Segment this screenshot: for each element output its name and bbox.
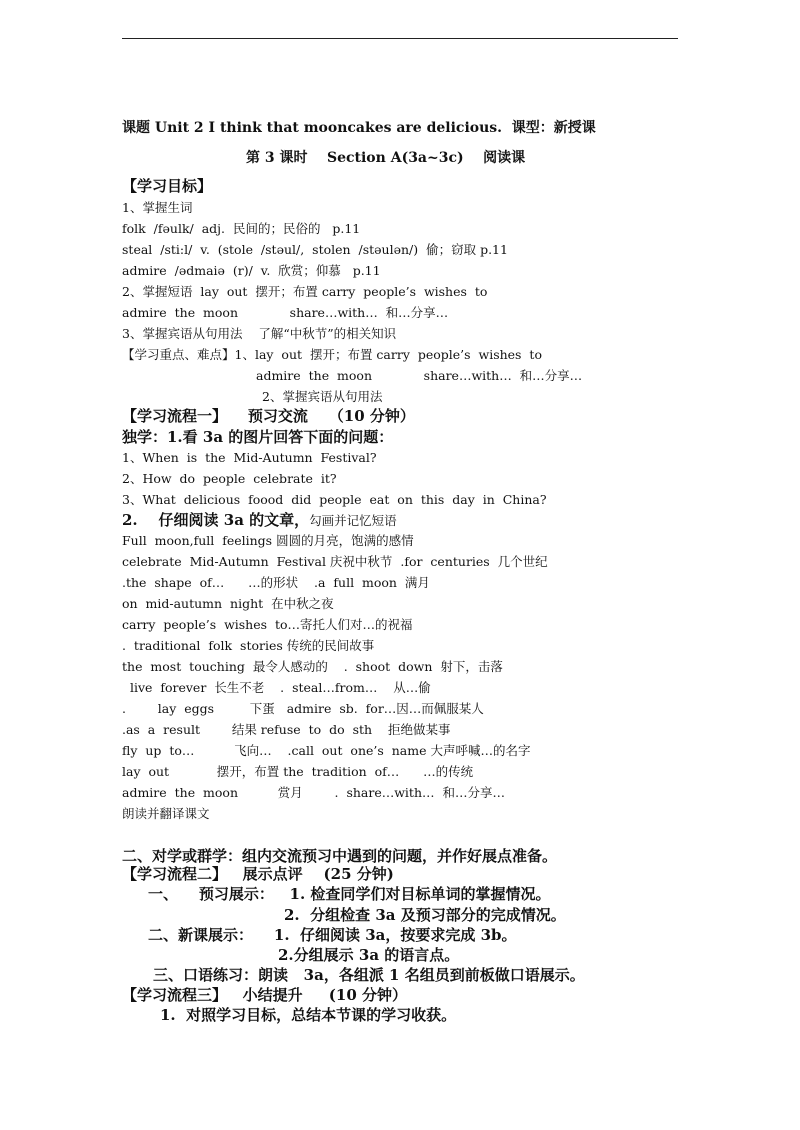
key-points-line: 2、掌握宾语从句用法 [262,389,383,404]
flow3-line: 1. 对照学习目标，总结本节课的学习收获。 [160,1006,457,1024]
flow2-line: 一、 预习展示： 1. 检查同学们对目标单词的掌握情况。 [148,885,551,903]
goal-line: 1、掌握生词 [122,200,193,215]
phrase-line: 朗读并翻译课文 [122,806,210,821]
phrase-line: admire the moon 赏月 . share…with… 和…分享… [122,785,505,800]
lesson-title: 课题 Unit 2 I think that mooncakes are delicious. 课型：新授课 [122,120,596,136]
phrase-line: .as a result 结果 refuse to do sth 拒绝做某事 [122,722,451,737]
phrase-line: celebrate Mid-Autumn Festival 庆祝中秋节 .for centuries 几个世纪 [122,554,548,569]
read-instruction [122,511,397,530]
goal-line: 2、掌握短语 lay out 摆开；布置 carry people’s wishes to [122,284,488,299]
flow2-line: 二、新课展示： 1. 仔细阅读 3a，按要求完成 3b。 [148,926,517,944]
goal-line: admire the moon share…with… 和…分享… [122,305,449,320]
phrase-line: Full moon,full feelings 圆圆的月亮，饱满的感情 [122,533,414,548]
question-line: 1、When is the Mid-Autumn Festival? [122,450,377,465]
group-study-line: 二、对学或群学：组内交流预习中遇到的问题，并作好展点准备。 [122,847,558,865]
phrase-line: . lay eggs 下蛋 admire sb. for…因…而佩服某人 [122,701,484,716]
phrase-line: on mid-autumn night 在中秋之夜 [122,596,334,611]
header-rule [122,38,678,39]
read-instruction-rest: 勾画并记忆短语 [309,513,397,528]
self-study-heading: 独学：1.看 3a 的图片回答下面的问题： [122,428,394,446]
phrase-line: . traditional folk stories 传统的民间故事 [122,638,375,653]
lesson-subtitle: 第 3 课时 Section A(3a~3c) 阅读课 [246,150,526,166]
flow3-heading: 【学习流程三】 小结提升 (10 分钟） [122,986,407,1004]
flow1-heading: 【学习流程一】 预习交流 （10 分钟） [122,407,415,425]
phrase-line: carry people’s wishes to…寄托人们对…的祝福 [122,617,413,632]
flow2-line: 三、口语练习：朗读 3a，各组派 1 名组员到前板做口语展示。 [153,966,585,984]
phrase-line: live forever 长生不老 . steal…from… 从…偷 [122,680,431,695]
flow2-line: 2. 分组检查 3a 及预习部分的完成情况。 [284,906,566,924]
key-points-line: admire the moon share…with… 和…分享… [256,368,583,383]
key-points-line: 【学习重点、难点】1、lay out 摆开；布置 carry people’s wishes to [122,347,542,362]
phrase-line: fly up to… 飞向… .call out one’s name 大声呼喊…的名字 [122,743,531,758]
phrase-line: the most touching 最令人感动的 . shoot down 射下，击落 [122,659,503,674]
goal-line: steal /sti:l/ v. (stole /stəul/, stolen /stəulən/) 偷；窃取 p.11 [122,242,508,257]
goals-heading: 【学习目标】 [122,177,213,195]
goal-line: admire /ədmaiə (r)/ v. 欣赏；仰慕 p.11 [122,263,381,278]
phrase-line: lay out 摆开，布置 the tradition of… …的传统 [122,764,474,779]
question-line: 2、How do people celebrate it? [122,471,337,486]
question-line: 3、What delicious foood did people eat on this day in China? [122,492,547,507]
goal-line: 3、掌握宾语从句用法 了解“中秋节”的相关知识 [122,326,397,341]
phrase-line: .the shape of… …的形状 .a full moon 满月 [122,575,430,590]
goal-line: folk /fəulk/ adj. 民间的；民俗的 p.11 [122,221,361,236]
flow2-line: 2.分组展示 3a 的语言点。 [278,946,460,964]
flow2-heading: 【学习流程二】 展示点评 (25 分钟) [122,865,394,883]
read-instruction-bold: 2. 仔细阅读 3a 的文章， [122,511,310,529]
